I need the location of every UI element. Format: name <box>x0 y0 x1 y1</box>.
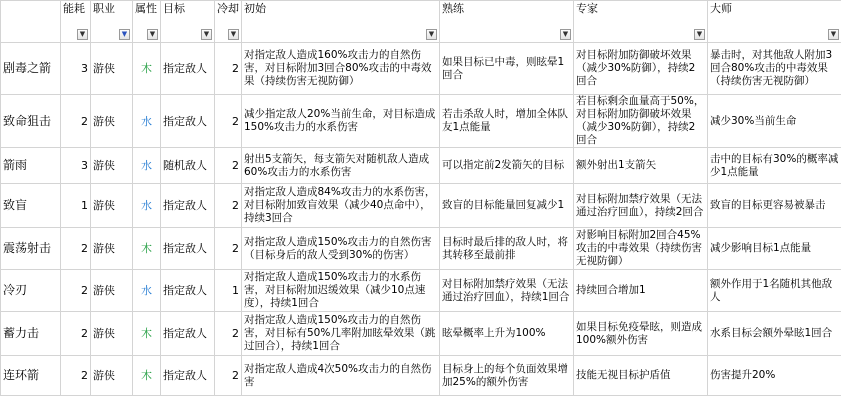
class-cell[interactable]: 游侠 <box>91 43 133 95</box>
expert-effect-cell[interactable]: 额外射出1支箭矢 <box>574 148 708 184</box>
initial-effect-cell[interactable]: 对指定敌人造成84%攻击力的水系伤害，对目标附加致盲效果（减少40点命中），持续3回合 <box>242 184 440 228</box>
table-row <box>1 43 841 95</box>
initial-effect-cell[interactable]: 对指定敌人造成150%攻击力的自然伤害（目标身后的敌人受到30%的伤害） <box>242 228 440 270</box>
master-effect-cell[interactable]: 水系目标会额外晕眩1回合 <box>708 312 841 356</box>
skilled-effect-cell[interactable]: 目标时最后排的敌人时，将其转移至最前排 <box>440 228 574 270</box>
master-effect-cell[interactable]: 击中的目标有30%的概率减少1点能量 <box>708 148 841 184</box>
column-header-2[interactable] <box>91 1 133 43</box>
master-effect-cell[interactable]: 伤害提升20% <box>708 356 841 396</box>
filter-dropdown-icon[interactable]: ▼ <box>77 29 88 40</box>
column-header-label: 熟练 <box>442 2 464 15</box>
skill-name-cell[interactable]: 冷刃 <box>1 270 61 312</box>
expert-effect-cell[interactable]: 技能无视目标护盾值 <box>574 356 708 396</box>
skill-name-cell[interactable]: 震荡射击 <box>1 228 61 270</box>
filter-dropdown-icon[interactable]: ▼ <box>426 29 437 40</box>
column-header-label: 大师 <box>710 2 732 15</box>
master-effect-cell[interactable]: 致盲的目标更容易被暴击 <box>708 184 841 228</box>
filter-dropdown-icon[interactable]: ▼ <box>560 29 571 40</box>
cooldown-cell[interactable]: 1 <box>215 270 242 312</box>
energy-cost-cell[interactable]: 2 <box>61 95 91 148</box>
filter-dropdown-icon[interactable]: ▼ <box>147 29 158 40</box>
column-header-5[interactable] <box>215 1 242 43</box>
expert-effect-cell[interactable]: 如果目标免疫晕眩，则造成100%额外伤害 <box>574 312 708 356</box>
column-header-label: 能耗 <box>63 2 85 15</box>
column-header-4[interactable] <box>161 1 215 43</box>
attribute-cell[interactable]: 木 <box>133 356 161 396</box>
column-header-0[interactable] <box>1 1 61 43</box>
initial-effect-cell[interactable]: 对指定敌人造成150%攻击力的水系伤害，对目标附加迟缓效果（减少10点速度），持续1回合 <box>242 270 440 312</box>
filter-dropdown-icon[interactable]: ▼ <box>694 29 705 40</box>
class-cell[interactable]: 游侠 <box>91 95 133 148</box>
skilled-effect-cell[interactable]: 如果目标已中毒，则眩晕1回合 <box>440 43 574 95</box>
skill-name-cell[interactable]: 致盲 <box>1 184 61 228</box>
initial-effect-cell[interactable]: 对指定敌人造成4次50%攻击力的自然伤害 <box>242 356 440 396</box>
column-header-label: 职业 <box>93 2 115 15</box>
energy-cost-cell[interactable]: 2 <box>61 356 91 396</box>
cooldown-cell[interactable]: 2 <box>215 148 242 184</box>
target-cell[interactable]: 指定敌人 <box>161 228 215 270</box>
column-header-label: 目标 <box>163 2 185 15</box>
initial-effect-cell[interactable]: 射出5支箭矢，每支箭矢对随机敌人造成60%攻击力的水系伤害 <box>242 148 440 184</box>
expert-effect-cell[interactable]: 若目标剩余血量高于50%，对目标附加防御破坏效果（减少30%防御），持续2回合 <box>574 95 708 148</box>
header-row <box>1 1 841 43</box>
expert-effect-cell[interactable]: 对目标附加禁疗效果（无法通过治疗回血），持续2回合 <box>574 184 708 228</box>
skill-name-cell[interactable]: 蓄力击 <box>1 312 61 356</box>
table-row <box>1 95 841 148</box>
filter-dropdown-icon[interactable]: ▼ <box>228 29 239 40</box>
skill-name-cell[interactable]: 连环箭 <box>1 356 61 396</box>
expert-effect-cell[interactable]: 对影响目标附加2回合45%攻击的中毒效果（持续伤害无视防御） <box>574 228 708 270</box>
column-header-6[interactable] <box>242 1 440 43</box>
filter-active-dropdown-icon[interactable]: ▼ <box>119 29 130 40</box>
master-effect-cell[interactable]: 额外作用于1名随机其他敌人 <box>708 270 841 312</box>
target-cell[interactable]: 指定敌人 <box>161 184 215 228</box>
cooldown-cell[interactable]: 2 <box>215 184 242 228</box>
target-cell[interactable]: 随机敌人 <box>161 148 215 184</box>
expert-effect-cell[interactable]: 对目标附加防御破坏效果（减少30%防御），持续2回合 <box>574 43 708 95</box>
class-cell[interactable]: 游侠 <box>91 184 133 228</box>
cooldown-cell[interactable]: 2 <box>215 356 242 396</box>
attribute-cell[interactable]: 木 <box>133 43 161 95</box>
attribute-cell[interactable]: 木 <box>133 228 161 270</box>
initial-effect-cell[interactable]: 减少指定敌人20%当前生命，对目标造成150%攻击力的水系伤害 <box>242 95 440 148</box>
skilled-effect-cell[interactable]: 对目标附加禁疗效果（无法通过治疗回血），持续1回合 <box>440 270 574 312</box>
attribute-cell[interactable]: 水 <box>133 270 161 312</box>
filter-dropdown-icon[interactable]: ▼ <box>828 29 839 40</box>
skilled-effect-cell[interactable]: 致盲的目标能量回复减少1 <box>440 184 574 228</box>
cooldown-cell[interactable]: 2 <box>215 312 242 356</box>
target-cell[interactable]: 指定敌人 <box>161 43 215 95</box>
column-header-label: 属性 <box>135 2 157 15</box>
table-row <box>1 356 841 396</box>
attribute-cell[interactable]: 水 <box>133 184 161 228</box>
table-row <box>1 184 841 228</box>
skilled-effect-cell[interactable]: 可以指定前2发箭矢的目标 <box>440 148 574 184</box>
target-cell[interactable]: 指定敌人 <box>161 356 215 396</box>
energy-cost-cell[interactable]: 2 <box>61 228 91 270</box>
attribute-cell[interactable]: 水 <box>133 95 161 148</box>
table-row <box>1 148 841 184</box>
cooldown-cell[interactable]: 2 <box>215 43 242 95</box>
column-header-8[interactable] <box>574 1 708 43</box>
target-cell[interactable]: 指定敌人 <box>161 312 215 356</box>
skilled-effect-cell[interactable]: 眩晕概率上升为100% <box>440 312 574 356</box>
filter-dropdown-icon[interactable]: ▼ <box>201 29 212 40</box>
class-cell[interactable]: 游侠 <box>91 148 133 184</box>
class-cell[interactable]: 游侠 <box>91 356 133 396</box>
class-cell[interactable]: 游侠 <box>91 270 133 312</box>
attribute-cell[interactable]: 木 <box>133 312 161 356</box>
energy-cost-cell[interactable]: 3 <box>61 43 91 95</box>
energy-cost-cell[interactable]: 2 <box>61 270 91 312</box>
column-header-label: 专家 <box>576 2 598 15</box>
attribute-cell[interactable]: 水 <box>133 148 161 184</box>
class-cell[interactable]: 游侠 <box>91 228 133 270</box>
target-cell[interactable]: 指定敌人 <box>161 270 215 312</box>
initial-effect-cell[interactable]: 对指定敌人造成150%攻击力的自然伤害，对目标有50%几率附加眩晕效果（跳过回合），持续1回合 <box>242 312 440 356</box>
class-cell[interactable]: 游侠 <box>91 312 133 356</box>
cooldown-cell[interactable]: 2 <box>215 95 242 148</box>
master-effect-cell[interactable]: 暴击时，对其他敌人附加3回合80%攻击的中毒效果（持续伤害无视防御） <box>708 43 841 95</box>
cooldown-cell[interactable]: 2 <box>215 228 242 270</box>
column-header-label: 初始 <box>244 2 266 15</box>
table-row <box>1 270 841 312</box>
skilled-effect-cell[interactable]: 若击杀敌人时，增加全体队友1点能量 <box>440 95 574 148</box>
skill-name-cell[interactable]: 致命狙击 <box>1 95 61 148</box>
column-header-7[interactable] <box>440 1 574 43</box>
energy-cost-cell[interactable]: 1 <box>61 184 91 228</box>
expert-effect-cell[interactable]: 持续回合增加1 <box>574 270 708 312</box>
target-cell[interactable]: 指定敌人 <box>161 95 215 148</box>
table-row <box>1 312 841 356</box>
column-header-label: 冷却 <box>217 2 239 15</box>
skill-name-cell[interactable]: 剧毒之箭 <box>1 43 61 95</box>
energy-cost-cell[interactable]: 2 <box>61 312 91 356</box>
initial-effect-cell[interactable]: 对指定敌人造成160%攻击力的自然伤害，对目标附加3回合80%攻击的中毒效果（持续伤害无视防御） <box>242 43 440 95</box>
master-effect-cell[interactable]: 减少30%当前生命 <box>708 95 841 148</box>
column-header-3[interactable] <box>133 1 161 43</box>
skill-name-cell[interactable]: 箭雨 <box>1 148 61 184</box>
skilled-effect-cell[interactable]: 目标身上的每个负面效果增加25%的额外伤害 <box>440 356 574 396</box>
master-effect-cell[interactable]: 减少影响目标1点能量 <box>708 228 841 270</box>
column-header-9[interactable] <box>708 1 841 43</box>
energy-cost-cell[interactable]: 3 <box>61 148 91 184</box>
column-header-1[interactable] <box>61 1 91 43</box>
table-row <box>1 228 841 270</box>
